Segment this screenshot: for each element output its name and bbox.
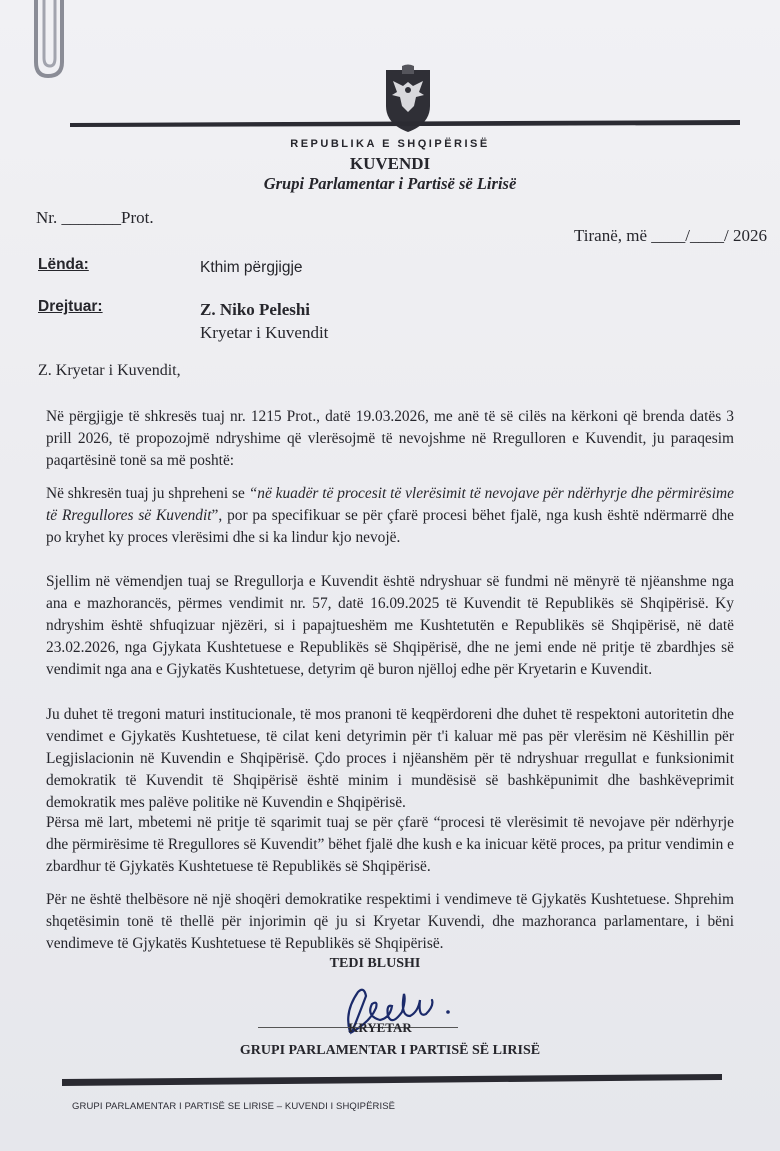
- paragraph-2-quote: “në kuadër të procesit të vlerësimit të nevojave për ndërhyrje dhe përmirësime të Rregullores së Kuvendit: [46, 485, 734, 524]
- signatory-name: TEDI BLUSHI: [329, 956, 421, 971]
- paragraph-2-tail: ”, por pa specifikuar se për çfarë procesi bëhet fjalë, nga kush është ndërmarrë dhe po kryhet ky proces vlerësimi dhe si ka lindur kjo nevojë.: [46, 507, 734, 546]
- paragraph-4: Ju duhet të tregoni maturi institucionale, të mos pranoni të keqpërdoreni dhe duhet të respektoni autoritetin dhe vendimet e Gjykatës Kushtetuese, të cilat keni detyrimin për t'i kaluar më pas për vlerësim në Këshillin për Legjislacionin në Kuvendin e Shqipërisë. Çdo proces i njëanshëm për të ndryshuar rregullat e funksionimit demokratik të Kuvendit të Shqipërisë është minim i mundësisë së bashkëpunimit dhe bashkëveprimit demokratik mes palëve politike në Kuvendin e Shqipërisë.: [46, 706, 734, 811]
- republic-heading: REPUBLIKA E SHQIPËRISË: [290, 138, 490, 150]
- group-heading: Grupi Parlamentar i Partisë së Lirisë: [263, 174, 517, 193]
- assembly-heading: KUVENDI: [349, 154, 431, 173]
- footer-rule: [62, 1072, 722, 1088]
- recipient-title: Kryetar i Kuvendit: [200, 323, 329, 342]
- paperclip-icon: [24, 0, 84, 84]
- header-rule: [70, 118, 740, 130]
- subject-label: Lënda:: [38, 256, 89, 273]
- paragraph-5: Përsa më lart, mbetemi në pritje të sqarimit tuaj se për çfarë “procesi të vlerësimit të nevojave për ndërhyrje dhe përmirësime të Rregullores së Kuvendit” bëhet fjalë dhe kush e ka inicuar këtë proces, pa pritur vendimin e zbardhur të Gjykatës Kushtetuese të Republikës së Shqipërisë.: [46, 814, 734, 875]
- paragraph-2-lead: Në shkresën tuaj ju shpreheni se: [46, 485, 249, 502]
- salutation: Z. Kryetar i Kuvendit,: [38, 362, 181, 379]
- paragraph-2: [46, 483, 734, 549]
- signatory-group: GRUPI PARLAMENTAR I PARTISË SË LIRISË: [239, 1043, 541, 1058]
- subject-value: Kthim përgjigje: [200, 259, 303, 276]
- protocol-number: Nr. _______Prot.: [36, 208, 154, 227]
- paragraph-1: Në përgjigje të shkresës tuaj nr. 1215 Prot., datë 19.03.2026, me anë të së cilës na kërkoni që brenda datës 3 prill 2026, të propozojmë ndryshime që vlerësojmë të nevojshme në Rregulloren e Kuvendit, ju paraqesim paqartësinë tonë sa më poshtë:: [46, 408, 734, 469]
- paragraph-3: Sjellim në vëmendjen tuaj se Rregullorja e Kuvendit është ndryshuar së fundmi në mënyrë të njëanshme nga ana e mazhorancës, përmes vendimit nr. 57, datë 16.09.2025 të Kuvendit të Republikës së Shqipërisë. Ky ndryshim është shfuqizuar njëzëri, si i papajtueshëm me Kushtetutën e Republikës së Shqipërisë, në datë 23.02.2026, nga Gjykata Kushtetuese e Republikës së Shqipërisë, dhe ne jemi ende në pritje të zbardhjes së vendimit nga ana e Gjykatës Kushtetuese, detyrim që buron njëlloj edhe për Kryetarin e Kuvendit.: [46, 573, 734, 678]
- recipient-name: Z. Niko Peleshi: [200, 300, 311, 319]
- recipient-label: Drejtuar:: [38, 298, 103, 315]
- footer-text: GRUPI PARLAMENTAR I PARTISË SE LIRISE – KUVENDI I SHQIPËRISË: [72, 1101, 396, 1112]
- paragraph-6: Për ne është thelbësore në një shoqëri demokratike respektimi i vendimeve të Gjykatës Kushtetuese. Shprehim shqetësimin tonë të thellë për injorimin që ju si Kryetar Kuvendi, dhe mazhoranca parlamentare, i bëni vendimeve të Gjykatës Kushtetuese të Republikës së Shqipërisë.: [46, 891, 734, 952]
- place-date: Tiranë, më ____/____/ 2026: [574, 226, 767, 245]
- signatory-title: KRYETAR: [348, 1020, 412, 1035]
